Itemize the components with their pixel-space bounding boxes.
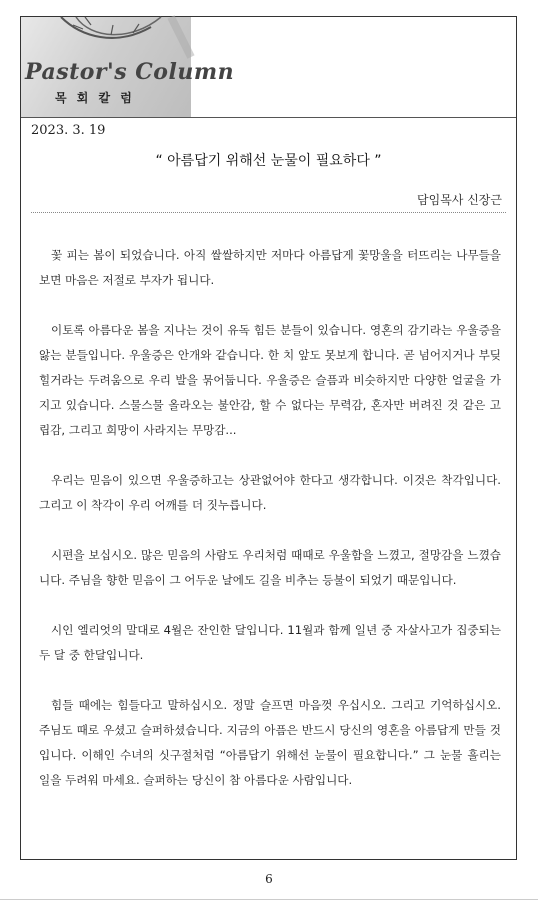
paragraph: 꽃 피는 봄이 되었습니다. 아직 쌀쌀하지만 저마다 아름답게 꽃망울을 터뜨리는 나무들을 보면 마음은 저절로 부자가 됩니다. — [39, 248, 501, 287]
page-number: 6 — [265, 872, 273, 886]
article-title: “ 아름답기 위해선 눈물이 필요하다 ” — [155, 153, 382, 169]
brand-title: Pastor's Column — [25, 59, 235, 85]
article-date: 2023. 3. 19 — [31, 123, 106, 138]
paragraph: 시편을 보십시오. 많은 믿음의 사람도 우리처럼 때때로 우울함을 느꼈고, 절망감을 느꼈습니다. 주님을 향한 믿음이 그 어두운 날에도 길을 비추는 등불이 되었기 때문입니다. — [39, 548, 501, 587]
article-body — [39, 243, 501, 818]
column-header — [21, 17, 516, 118]
paragraph: 시인 엘리엇의 말대로 4월은 잔인한 달입니다. 11월과 함께 일년 중 자살사고가 집중되는 두 달 중 한달입니다. — [39, 623, 501, 662]
header-banner-image — [21, 17, 235, 117]
column-frame — [20, 16, 517, 860]
article-author: 담임목사 신장근 — [417, 193, 502, 207]
dotted-divider — [31, 212, 506, 213]
paragraph: 우리는 믿음이 있으면 우울증하고는 상관없어야 한다고 생각합니다. 이것은 착각입니다. 그리고 이 착각이 우리 어깨를 더 짓누릅니다. — [39, 473, 501, 512]
brand-subtitle: 목 회 칼 럼 — [55, 91, 135, 105]
page-bottom-divider — [0, 899, 538, 900]
paragraph: 힘들 때에는 힘들다고 말하십시오. 정말 슬프면 마음껏 우십시오. 그리고 기억하십시오. 주님도 때로 우셨고 슬퍼하셨습니다. 지금의 아픔은 반드시 당신의 영혼을 아름답게 만들 것입니다. 이해인 수녀의 싯구절처럼 “아름답기 위해선 눈물이 필요합니다.” 그 눈물 흘리는 일을 두려워 마세요. 슬퍼하는 당신이 참 아름다운 사람입니다. — [39, 698, 501, 787]
paragraph: 이토록 아름다운 봄을 지나는 것이 유독 힘든 분들이 있습니다. 영혼의 감기라는 우울증을 앓는 분들입니다. 우울증은 안개와 같습니다. 한 치 앞도 못보게 합니다. 곧 넘어지거나 부딪힐거라는 두려움으로 우리 발을 묶어둡니다. 우울증은 슬픔과 비슷하지만 다양한 얼굴을 가지고 있습니다. 스물스물 올라오는 불안감, 할 수 없다는 무력감, 혼자만 버려진 것 같은 고립감, 그리고 희망이 사라지는 무망감... — [39, 323, 501, 437]
